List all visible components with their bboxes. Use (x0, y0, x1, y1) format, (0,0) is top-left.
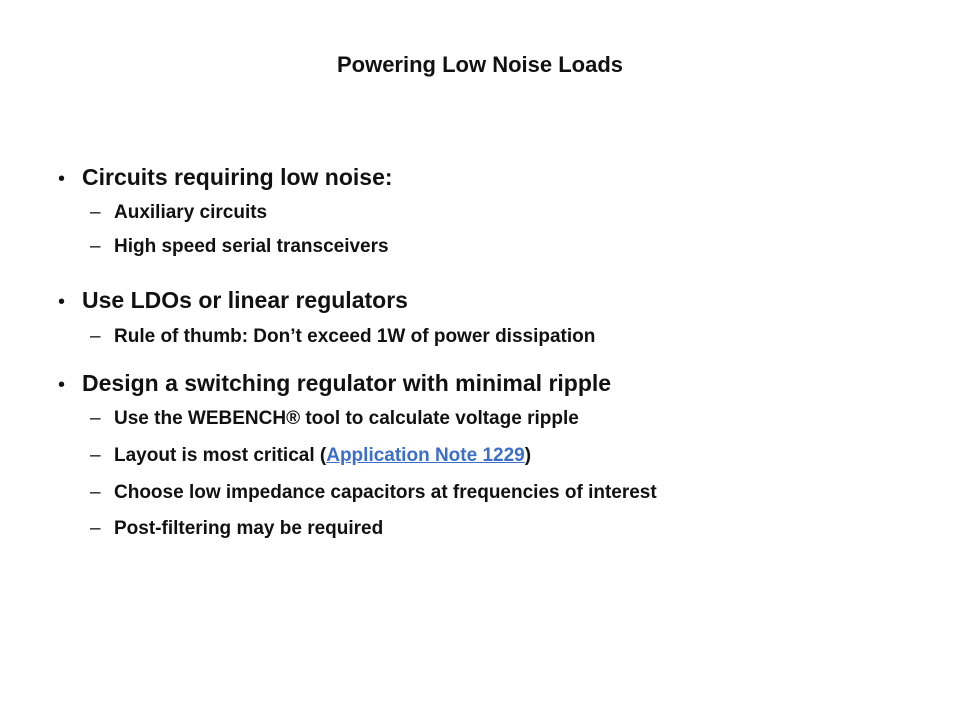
sub-text: High speed serial transceivers (114, 236, 389, 257)
sub-text: Rule of thumb: Don’t exceed 1W of power dissipation (114, 326, 596, 347)
bullet-dot: • (58, 291, 66, 313)
sub-dash: – (90, 326, 101, 347)
sub-item-post-filtering (90, 516, 383, 542)
sub-dash: – (90, 236, 101, 257)
sub-item-auxiliary-circuits (90, 200, 267, 226)
bullet-use-ldos (58, 285, 408, 317)
application-note-link[interactable]: Application Note 1229 (326, 445, 525, 466)
sub-dash: – (90, 482, 101, 503)
bullet-text: Design a switching regulator with minimal ripple (82, 370, 612, 396)
sub-text-prefix: Layout is most critical ( (114, 445, 327, 466)
slide-title: Powering Low Noise Loads (336, 52, 624, 77)
sub-text: Auxiliary circuits (114, 202, 268, 223)
sub-dash: – (90, 445, 101, 466)
sub-item-rule-of-thumb (90, 324, 595, 350)
bullet-circuits-requiring-low-noise (58, 162, 393, 194)
sub-text-suffix: ) (524, 445, 532, 466)
bullet-design-switching-regulator (58, 368, 611, 400)
bullet-text: Circuits requiring low noise: (82, 164, 393, 190)
bullet-dot: • (58, 168, 66, 190)
bullet-text: Use LDOs or linear regulators (82, 287, 408, 313)
sub-dash: – (90, 518, 101, 539)
sub-dash: – (90, 408, 101, 429)
sub-item-low-impedance-capacitors (90, 480, 657, 506)
sub-text: Post-filtering may be required (114, 518, 384, 539)
bullet-dot: • (58, 374, 66, 396)
sub-item-layout-critical (90, 443, 531, 469)
sub-text: Choose low impedance capacitors at frequencies of interest (114, 482, 657, 503)
sub-text: Use the WEBENCH® tool to calculate voltage ripple (114, 408, 579, 429)
sub-item-webench-tool (90, 406, 579, 432)
sub-item-high-speed-serial-transceivers (90, 234, 389, 260)
sub-dash: – (90, 202, 101, 223)
